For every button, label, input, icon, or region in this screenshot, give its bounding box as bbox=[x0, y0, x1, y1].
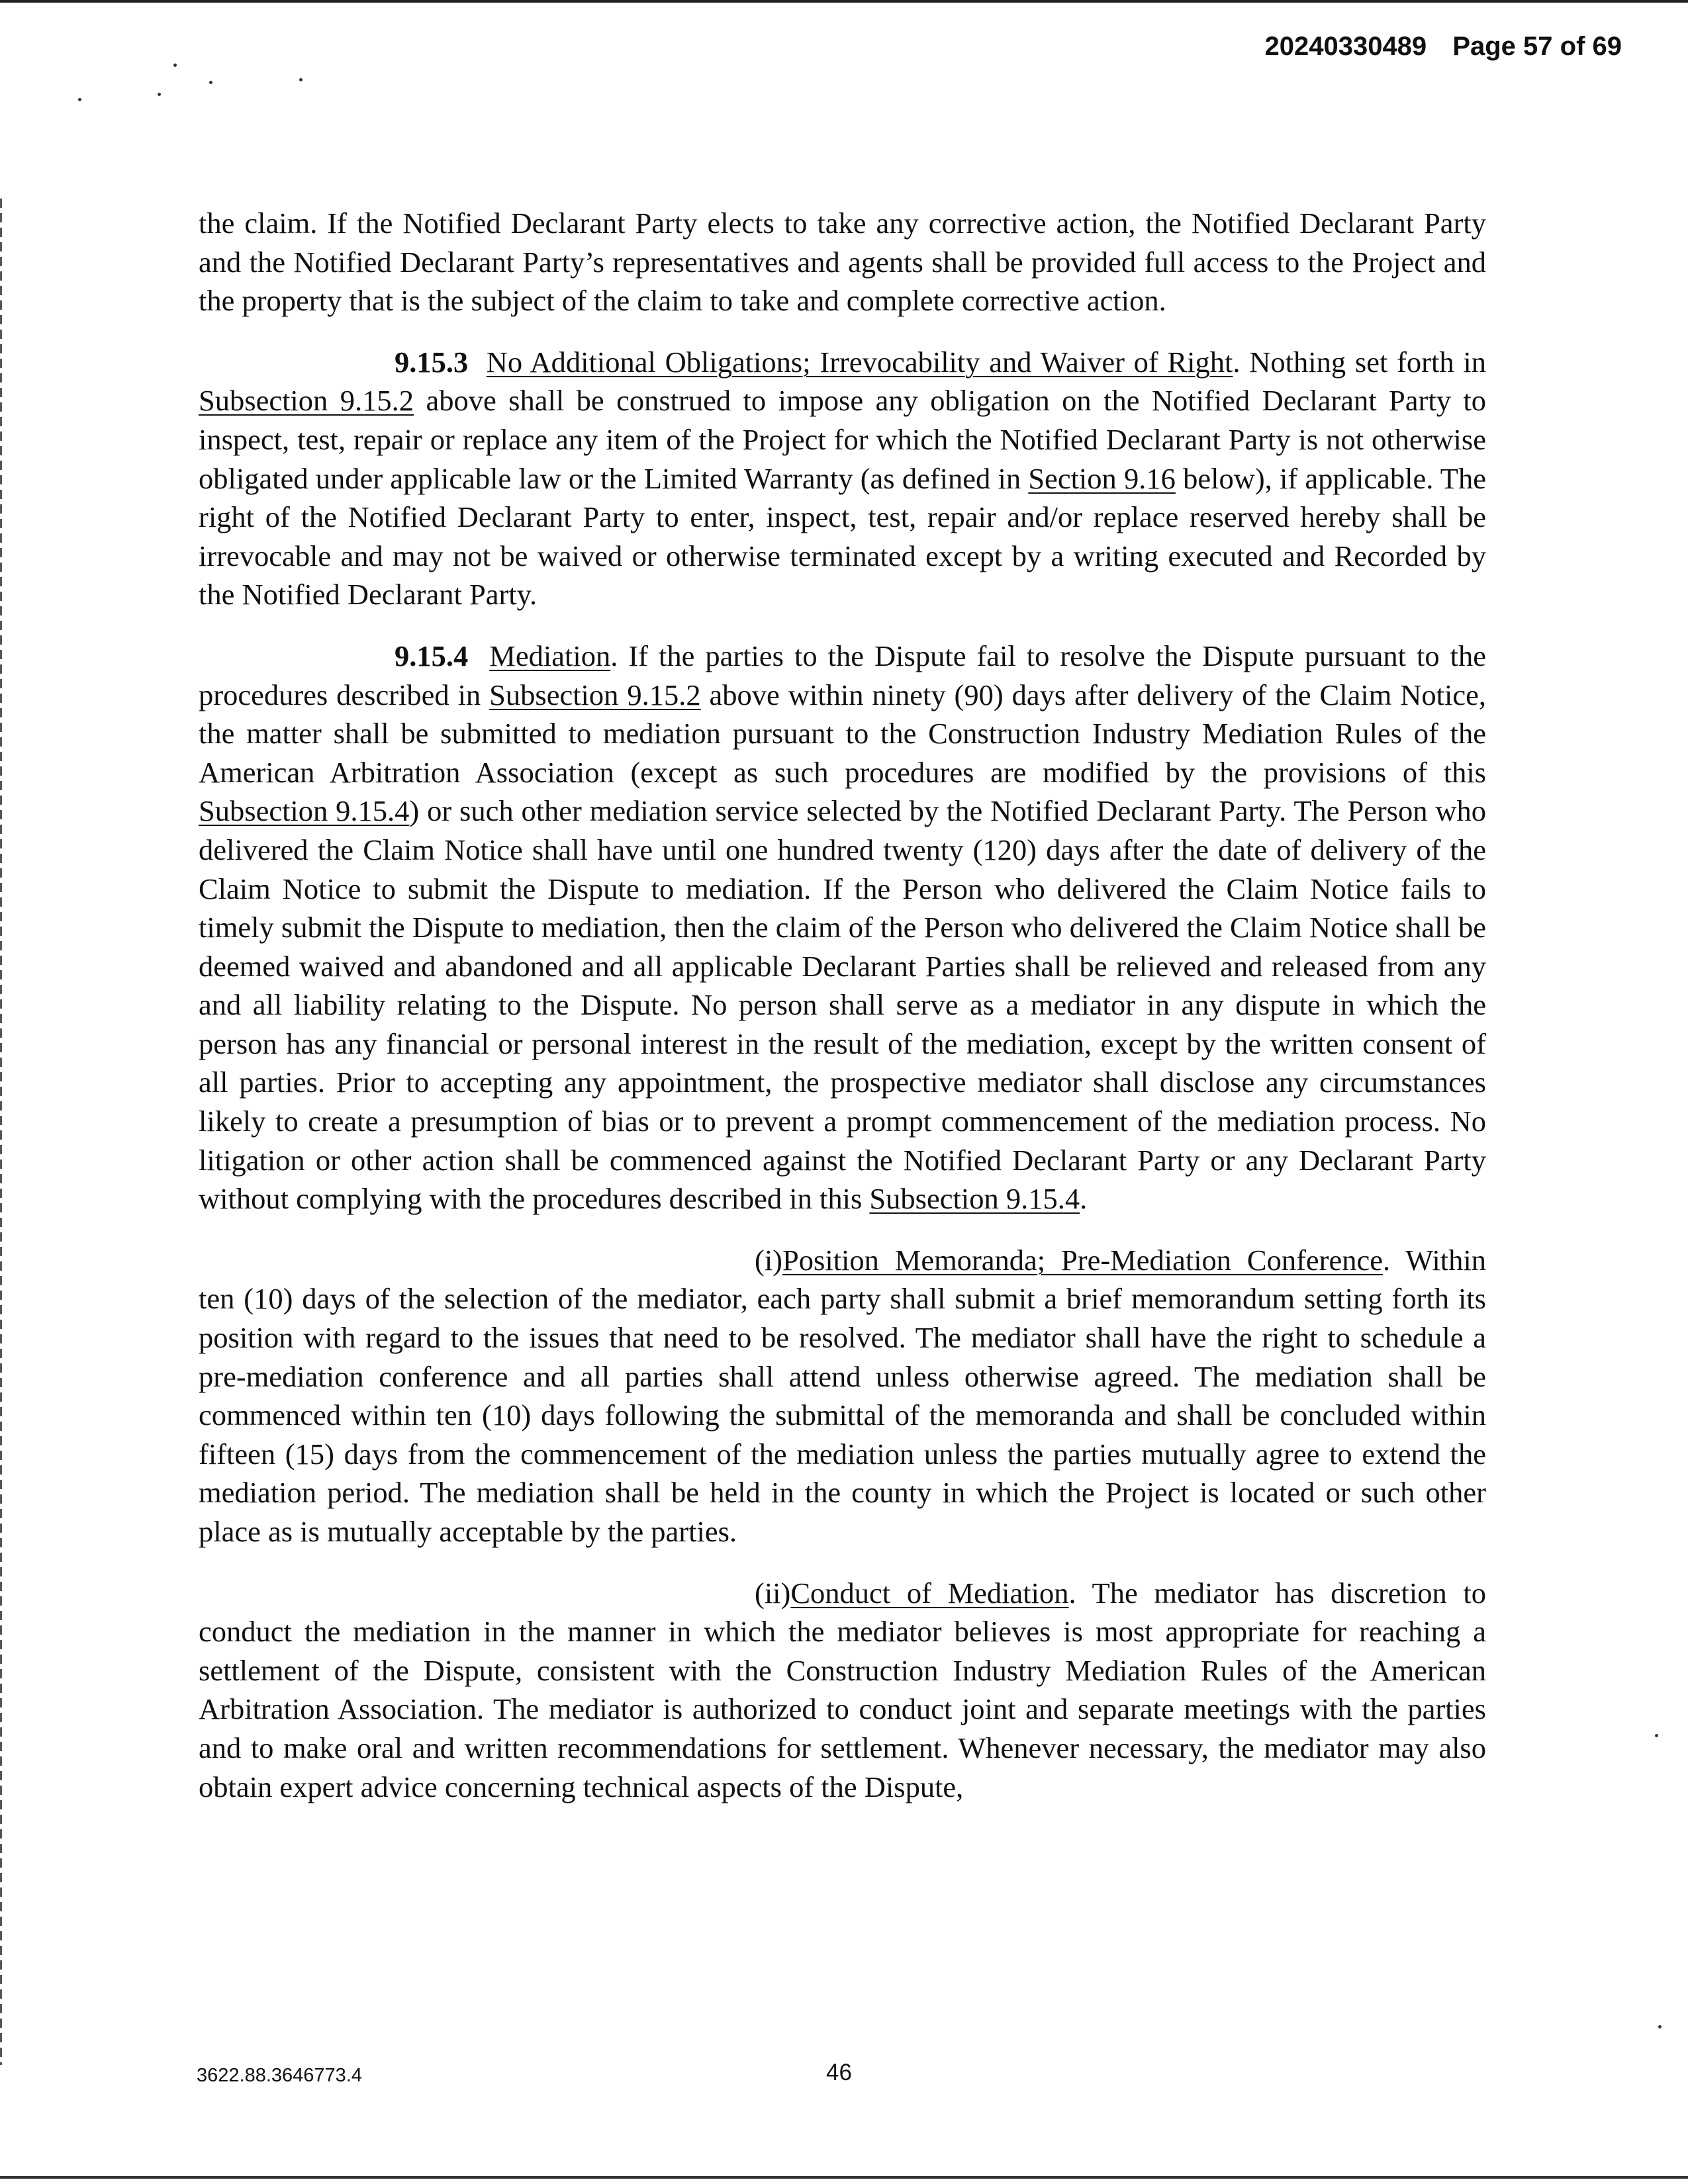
scan-edge-bottom bbox=[0, 2176, 1688, 2179]
cross-reference: Subsection 9.15.4 bbox=[199, 794, 410, 828]
section-number: 9.15.3 bbox=[395, 345, 469, 379]
footer-document-number: 3622.88.3646773.4 bbox=[197, 2065, 362, 2086]
scan-speck bbox=[1655, 1734, 1658, 1737]
scan-edge-left bbox=[0, 199, 2, 2065]
cross-reference: Section 9.16 bbox=[1028, 461, 1176, 495]
cross-reference: Subsection 9.15.2 bbox=[199, 384, 414, 418]
subsection-i: (i)Position Memoranda; Pre-Mediation Conference. Within ten (10) days of the selection of the mediator, each party shall submit a brief memorandum setting forth its position with regard to the issues that need to be resolved. The mediator shall have the right to schedule a pre-mediation conference and all parties shall attend unless otherwise agreed. The mediation shall be commenced within ten (10) days following the submittal of the memoranda and shall be concluded within fifteen (15) days from the commencement of the mediation unless the parties mutually agree to extend the mediation period. The mediation shall be held in the county in which the Project is located or such other place as is mutually acceptable by the parties. bbox=[199, 1241, 1486, 1551]
document-body bbox=[199, 204, 1486, 1829]
section-9-15-3: 9.15.3 No Additional Obligations; Irrevocability and Waiver of Right. Nothing set forth in Subsection 9.15.2 above shall be construed to impose any obligation on the Notified Declarant Party to inspect, test, repair or replace any item of the Project for which the Notified Declarant Party is not otherwise obligated under applicable law or the Limited Warranty (as defined in Section 9.16 below), if applicable. The right of the Notified Declarant Party to enter, inspect, test, repair and/or replace reserved hereby shall be irrevocable and may not be waived or otherwise terminated except by a writing executed and Recorded by the Notified Declarant Party. bbox=[199, 345, 1486, 612]
footer-page-number: 46 bbox=[826, 2060, 852, 2085]
section-heading: Mediation bbox=[489, 639, 611, 672]
scan-speck bbox=[173, 64, 177, 67]
page-indicator: Page 57 of 69 bbox=[1452, 32, 1622, 61]
cross-reference: Subsection 9.15.2 bbox=[489, 678, 701, 711]
subsection-heading: Position Memoranda; Pre-Mediation Conference bbox=[782, 1243, 1383, 1277]
section-9-15-4: 9.15.4 Mediation. If the parties to the Dispute fail to resolve the Dispute pursuant to the procedures described in Subsection 9.15.2 above within ninety (90) days after delivery of the Claim Notice, the matter shall be submitted to mediation pursuant to the Construction Industry Mediation Rules of the American Arbitration Association (except as such procedures are modified by the provisions of this Subsection 9.15.4) or such other mediation service selected by the Notified Declarant Party. The Person who delivered the Claim Notice shall have until one hundred twenty (120) days after the date of delivery of the Claim Notice to submit the Dispute to mediation. If the Person who delivered the Claim Notice fails to timely submit the Dispute to mediation, then the claim of the Person who delivered the Claim Notice shall be deemed waived and abandoned and all applicable Declarant Parties shall be relieved and released from any and all liability relating to the Dispute. No person shall serve as a mediator in any dispute in which the person has any financial or personal interest in the result of the mediation, except by the written consent of all parties. Prior to accepting any appointment, the prospective mediator shall disclose any circumstances likely to create a presumption of bias or to prevent a prompt commencement of the mediation process. No litigation or other action shall be commenced against the Notified Declarant Party or any Declarant Party without complying with the procedures described in this Subsection 9.15.4. bbox=[199, 639, 1487, 1216]
scan-speck bbox=[1658, 2025, 1662, 2028]
scan-speck bbox=[299, 78, 303, 81]
subsection-number: (i) bbox=[755, 1243, 783, 1277]
scan-speck bbox=[78, 98, 81, 101]
scan-speck bbox=[158, 93, 161, 96]
cross-reference: Subsection 9.15.4 bbox=[869, 1182, 1080, 1216]
subsection-number: (ii) bbox=[755, 1576, 791, 1610]
recording-header bbox=[1264, 32, 1622, 62]
subsection-ii: (ii)Conduct of Mediation. The mediator has discretion to conduct the mediation in the manner in which the mediator believes is most appropriate for reaching a settlement of the Dispute, consistent with the Construction Industry Mediation Rules of the American Arbitration Association. The mediator is authorized to conduct joint and separate meetings with the parties and to make oral and written recommendations for settlement. Whenever necessary, the mediator may also obtain expert advice concerning technical aspects of the Dispute, bbox=[199, 1574, 1486, 1807]
scan-edge-top bbox=[0, 0, 1688, 3]
section-heading: No Additional Obligations; Irrevocability and Waiver of Right bbox=[486, 345, 1233, 379]
recording-number: 20240330489 bbox=[1264, 32, 1427, 61]
scan-speck bbox=[209, 81, 212, 84]
section-number: 9.15.4 bbox=[395, 639, 469, 672]
paragraph-continuation: the claim. If the Notified Declarant Party elects to take any corrective action, the Notified Declarant Party and the Notified Declarant Party’s representatives and agents shall be provided full access to the Project and the property that is the subject of the claim to take and complete corrective action. bbox=[199, 206, 1486, 318]
subsection-heading: Conduct of Mediation bbox=[790, 1576, 1069, 1610]
